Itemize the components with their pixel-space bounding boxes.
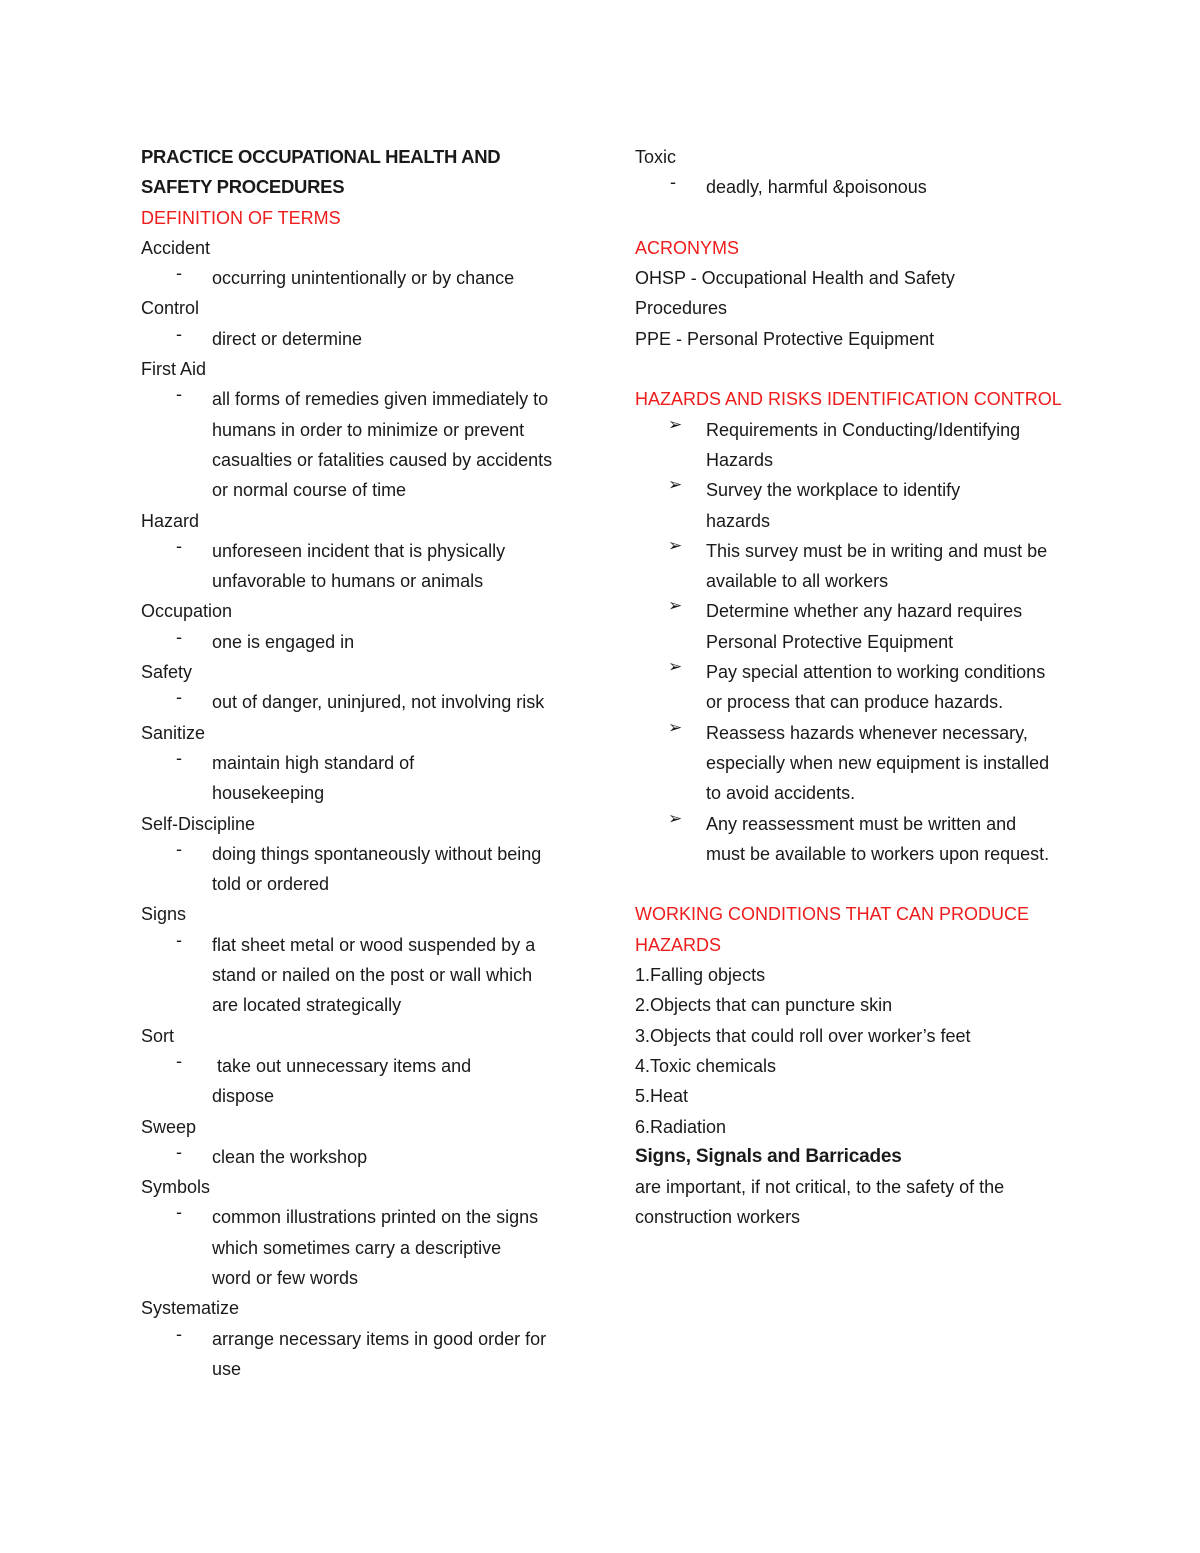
dash-bullet: - bbox=[176, 1050, 182, 1071]
dash-bullet: - bbox=[176, 1323, 182, 1344]
working-condition-item: 2.Objects that can puncture skin bbox=[635, 995, 893, 1016]
dash-bullet: - bbox=[176, 535, 182, 556]
definition-text: maintain high standard of housekeeping bbox=[212, 752, 415, 804]
working-conditions-heading: WORKING CONDITIONS THAT CAN PRODUCE HAZARDS bbox=[635, 904, 1030, 955]
arrow-bullet-icon: ➢ bbox=[668, 414, 683, 434]
definition-item bbox=[141, 536, 581, 597]
definition-item bbox=[141, 1142, 581, 1172]
spacer bbox=[635, 203, 1075, 233]
definition-text: direct or determine bbox=[212, 328, 363, 349]
acronym-ppe: PPE - Personal Protective Equipment bbox=[635, 328, 935, 349]
term-toxic: Toxic bbox=[635, 147, 677, 167]
dash-bullet: - bbox=[176, 384, 182, 405]
definition-text: take out unnecessary items and dispose bbox=[212, 1055, 477, 1107]
term-self-discipline: Self-Discipline bbox=[141, 813, 256, 834]
definition-text: one is engaged in bbox=[212, 631, 355, 652]
arrow-bullet-icon: ➢ bbox=[668, 657, 683, 677]
term-sanitize: Sanitize bbox=[141, 722, 206, 743]
hazards-heading: HAZARDS AND RISKS IDENTIFICATION CONTROL bbox=[635, 389, 1062, 410]
hazard-point bbox=[635, 415, 1075, 476]
working-condition-item: 3.Objects that could roll over worker’s feet bbox=[635, 1025, 971, 1046]
arrow-bullet-icon: ➢ bbox=[668, 596, 683, 616]
hazard-point bbox=[635, 536, 1075, 597]
definitions-heading: DEFINITION OF TERMS bbox=[141, 207, 341, 228]
hazard-point-text: Survey the workplace to identify hazards bbox=[706, 480, 961, 531]
hazard-point-text: This survey must be in writing and must be available to all workers bbox=[706, 540, 1048, 592]
dash-bullet: - bbox=[176, 687, 182, 708]
definition-item bbox=[635, 172, 1075, 202]
signs-heading: Signs, Signals and Barricades bbox=[635, 1145, 902, 1167]
left-column bbox=[141, 142, 581, 1384]
working-conditions-list bbox=[635, 960, 1075, 1142]
definition-text: deadly, harmful &poisonous bbox=[706, 177, 927, 198]
definition-text: all forms of remedies given immediately to humans in order to minimize or prevent casualties or fatalities caused by accidents or normal course of time bbox=[212, 389, 553, 501]
definition-text: occurring unintentionally or by chance bbox=[212, 268, 515, 289]
hazard-points-list bbox=[635, 415, 1075, 869]
arrow-bullet-icon: ➢ bbox=[668, 475, 683, 495]
definition-item bbox=[141, 263, 581, 293]
working-condition-item: 4.Toxic chemicals bbox=[635, 1055, 777, 1076]
definitions-list bbox=[141, 233, 581, 1384]
working-condition-item: 6.Radiation bbox=[635, 1116, 727, 1137]
doc-title-line-2: SAFETY PROCEDURES bbox=[141, 176, 345, 198]
spacer bbox=[635, 354, 1075, 384]
definition-item bbox=[141, 1202, 581, 1293]
definition-text: arrange necessary items in good order for use bbox=[212, 1328, 547, 1379]
definition-item bbox=[141, 748, 581, 809]
working-condition-item: 1.Falling objects bbox=[635, 965, 766, 986]
doc-title-line-1: PRACTICE OCCUPATIONAL HEALTH AND bbox=[141, 146, 501, 167]
definition-item bbox=[141, 627, 581, 657]
hazard-point-text: Reassess hazards whenever necessary, especially when new equipment is installed to avoid accidents. bbox=[706, 722, 1050, 804]
dash-bullet: - bbox=[176, 838, 182, 859]
term-first-aid: First Aid bbox=[141, 359, 207, 380]
dash-bullet: - bbox=[176, 323, 182, 344]
hazard-point bbox=[635, 718, 1075, 809]
term-control: Control bbox=[141, 298, 200, 319]
term-systematize: Systematize bbox=[141, 1298, 240, 1319]
definition-item bbox=[141, 1324, 581, 1385]
definition-text: flat sheet metal or wood suspended by a stand or nailed on the post or wall which are located strategically bbox=[212, 934, 536, 1016]
definition-text: clean the workshop bbox=[212, 1146, 368, 1167]
hazard-point-text: Determine whether any hazard requires Personal Protective Equipment bbox=[706, 601, 1023, 652]
hazard-point bbox=[635, 596, 1075, 657]
term-sort: Sort bbox=[141, 1025, 175, 1046]
definition-text: unforeseen incident that is physically unfavorable to humans or animals bbox=[212, 540, 506, 592]
hazard-point bbox=[635, 809, 1075, 870]
right-column bbox=[635, 142, 1075, 1233]
definition-item bbox=[141, 324, 581, 354]
dash-bullet: - bbox=[176, 626, 182, 647]
definition-item bbox=[141, 930, 581, 1021]
spacer bbox=[635, 869, 1075, 899]
acronyms-heading: ACRONYMS bbox=[635, 237, 740, 258]
term-signs: Signs bbox=[141, 904, 187, 925]
signs-text: are important, if not critical, to the safety of the construction workers bbox=[635, 1177, 1005, 1228]
dash-bullet: - bbox=[176, 747, 182, 768]
definition-item bbox=[141, 1051, 581, 1112]
dash-bullet: - bbox=[670, 172, 676, 193]
working-condition-item: 5.Heat bbox=[635, 1086, 689, 1107]
arrow-bullet-icon: ➢ bbox=[668, 808, 683, 828]
term-symbols: Symbols bbox=[141, 1177, 211, 1198]
term-safety: Safety bbox=[141, 662, 193, 683]
dash-bullet: - bbox=[176, 1202, 182, 1223]
definition-item bbox=[141, 384, 572, 505]
hazard-point-text: Any reassessment must be written and must be available to workers upon request. bbox=[706, 813, 1050, 864]
definition-item bbox=[141, 839, 581, 900]
dash-bullet: - bbox=[176, 929, 182, 950]
hazard-point bbox=[635, 475, 1075, 536]
term-sweep: Sweep bbox=[141, 1116, 197, 1137]
arrow-bullet-icon: ➢ bbox=[668, 535, 683, 555]
term-occupation: Occupation bbox=[141, 601, 233, 622]
acronym-ohsp: OHSP - Occupational Health and Safety Procedures bbox=[635, 268, 955, 319]
dash-bullet: - bbox=[176, 1141, 182, 1162]
hazard-point bbox=[635, 657, 1075, 718]
definition-text: out of danger, uninjured, not involving risk bbox=[212, 692, 545, 713]
hazard-point-text: Requirements in Conducting/Identifying Hazards bbox=[706, 419, 1021, 470]
term-hazard: Hazard bbox=[141, 510, 200, 531]
arrow-bullet-icon: ➢ bbox=[668, 717, 683, 737]
term-accident: Accident bbox=[141, 237, 211, 258]
definition-text: common illustrations printed on the signs which sometimes carry a descriptive word or few words bbox=[212, 1207, 539, 1288]
dash-bullet: - bbox=[176, 263, 182, 284]
hazard-point-text: Pay special attention to working conditions or process that can produce hazards. bbox=[706, 662, 1046, 713]
definition-text: doing things spontaneously without being told or ordered bbox=[212, 843, 542, 895]
definition-item bbox=[141, 687, 581, 717]
